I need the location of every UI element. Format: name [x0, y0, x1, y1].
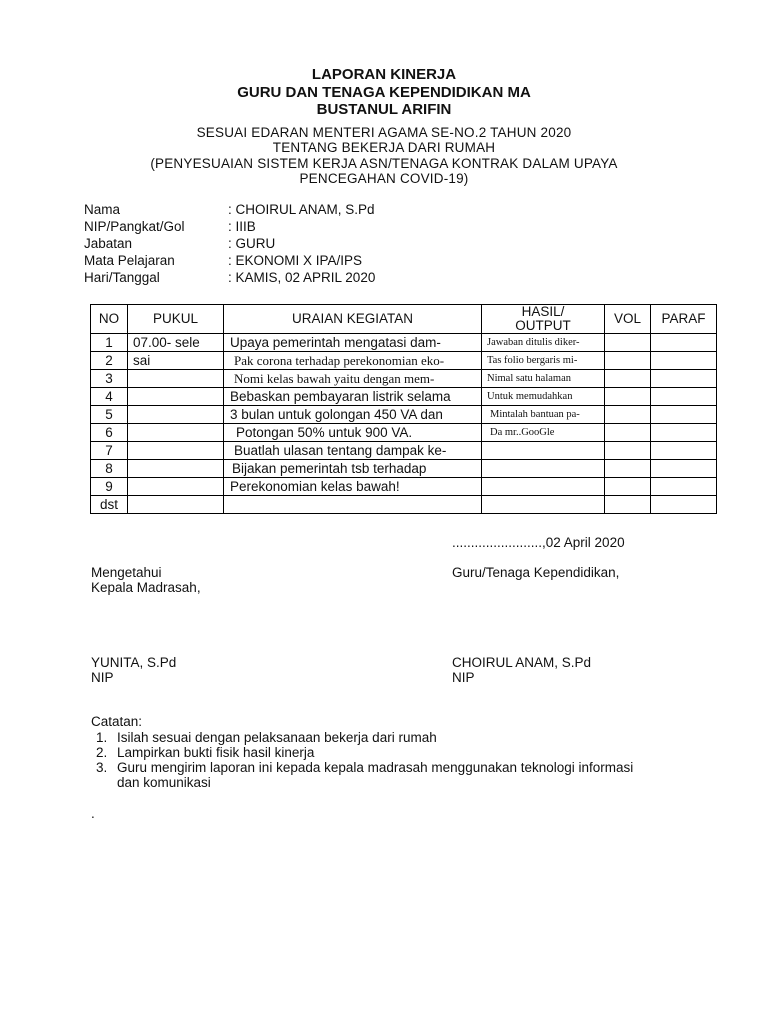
cell-paraf — [651, 388, 717, 406]
identity-label-mapel: Mata Pelajaran — [84, 253, 175, 268]
table-row — [91, 388, 717, 406]
header-pukul: PUKUL — [128, 305, 224, 334]
cell-vol — [605, 442, 651, 460]
cell-no: dst — [91, 496, 128, 514]
cell-uraian: Potongan 50% untuk 900 VA. — [224, 424, 482, 442]
cell-vol — [605, 424, 651, 442]
cell-hasil: Da mr..GooGle — [482, 424, 605, 442]
cell-no: 1 — [91, 334, 128, 352]
cell-pukul — [128, 460, 224, 478]
cell-uraian: Pak corona terhadap perekonomian eko- — [224, 352, 482, 370]
cell-uraian — [224, 496, 482, 514]
table-row — [91, 478, 717, 496]
header-hasil-line-1: HASIL/ — [521, 304, 565, 319]
trailing-dot: . — [91, 806, 95, 821]
notes-item-number: 1. — [96, 730, 108, 745]
report-title: LAPORAN KINERJA — [311, 66, 457, 83]
cell-pukul — [128, 388, 224, 406]
header-hasil — [482, 305, 605, 334]
notes-item-text: Lampirkan bukti fisik hasil kinerja — [117, 745, 315, 760]
cell-paraf — [651, 352, 717, 370]
notes-item-text-continuation: dan komunikasi — [117, 775, 211, 790]
identity-label-jabatan: Jabatan — [84, 236, 133, 251]
cell-vol — [605, 460, 651, 478]
report-title-line-3: BUSTANUL ARIFIN — [316, 101, 452, 118]
header-uraian: URAIAN KEGIATAN — [224, 305, 482, 334]
cell-vol — [605, 496, 651, 514]
header-hasil-line-2: OUTPUT — [515, 318, 571, 333]
identity-value-tanggal: : KAMIS, 02 APRIL 2020 — [228, 270, 376, 285]
cell-uraian: Buatlah ulasan tentang dampak ke- — [224, 442, 482, 460]
cell-paraf — [651, 406, 717, 424]
cell-hasil — [482, 496, 605, 514]
cell-hasil — [482, 460, 605, 478]
cell-pukul — [128, 442, 224, 460]
table-row — [91, 424, 717, 442]
cell-no: 7 — [91, 442, 128, 460]
cell-uraian: Upaya pemerintah mengatasi dam- — [224, 334, 482, 352]
identity-label-tanggal: Hari/Tanggal — [84, 270, 160, 285]
cell-uraian: Bebaskan pembayaran listrik selama — [224, 388, 482, 406]
cell-vol — [605, 478, 651, 496]
cell-hasil — [482, 442, 605, 460]
cell-vol — [605, 370, 651, 388]
signature-date: ........................,02 April 2020 — [452, 535, 625, 550]
cell-pukul: 07.00- sele — [128, 334, 224, 352]
table-row — [91, 460, 717, 478]
cell-paraf — [651, 370, 717, 388]
identity-value-nip: : IIIB — [228, 219, 256, 234]
table-row — [91, 352, 717, 370]
cell-vol — [605, 388, 651, 406]
cell-no: 3 — [91, 370, 128, 388]
cell-paraf — [651, 424, 717, 442]
cell-no: 6 — [91, 424, 128, 442]
cell-no: 4 — [91, 388, 128, 406]
cell-uraian: Perekonomian kelas bawah! — [224, 478, 482, 496]
header-paraf: PARAF — [651, 305, 717, 334]
cell-hasil — [482, 478, 605, 496]
activity-table — [90, 304, 717, 514]
identity-value-jabatan: : GURU — [228, 236, 276, 251]
signature-left-line-2: Kepala Madrasah, — [91, 580, 201, 595]
cell-pukul — [128, 478, 224, 496]
subtitle-line-2: TENTANG BEKERJA DARI RUMAH — [272, 140, 496, 155]
table-row — [91, 370, 717, 388]
cell-vol — [605, 352, 651, 370]
notes-item-number: 3. — [96, 760, 108, 775]
cell-hasil: Jawaban ditulis diker- — [482, 334, 605, 352]
table-row — [91, 334, 717, 352]
notes-item-text: Guru mengirim laporan ini kepada kepala madrasah menggunakan teknologi informasi — [117, 760, 634, 775]
cell-no: 5 — [91, 406, 128, 424]
identity-value-nama: : CHOIRUL ANAM, S.Pd — [228, 202, 375, 217]
signature-right-name: CHOIRUL ANAM, S.Pd — [452, 655, 592, 670]
cell-hasil: Tas folio bergaris mi- — [482, 352, 605, 370]
cell-paraf — [651, 334, 717, 352]
identity-value-mapel: : EKONOMI X IPA/IPS — [228, 253, 363, 268]
subtitle-line-3: (PENYESUAIAN SISTEM KERJA ASN/TENAGA KONTRAK DALAM UPAYA — [150, 156, 618, 171]
cell-pukul — [128, 406, 224, 424]
subtitle-line-4: PENCEGAHAN COVID-19) — [299, 171, 469, 186]
cell-hasil: Mintalah bantuan pa- — [482, 406, 605, 424]
cell-paraf — [651, 460, 717, 478]
report-title-line-2: GURU DAN TENAGA KEPENDIDIKAN MA — [237, 84, 531, 101]
signature-right-nip: NIP — [452, 670, 475, 685]
identity-label-nip: NIP/Pangkat/Gol — [84, 219, 185, 234]
signature-left-nip: NIP — [91, 670, 114, 685]
header-no: NO — [91, 305, 128, 334]
cell-pukul — [128, 370, 224, 388]
table-row — [91, 442, 717, 460]
cell-hasil: Untuk memudahkan — [482, 388, 605, 406]
table-row — [91, 406, 717, 424]
cell-no: 9 — [91, 478, 128, 496]
notes-item-text: Isilah sesuai dengan pelaksanaan bekerja dari rumah — [117, 730, 437, 745]
cell-uraian: Nomi kelas bawah yaitu dengan mem- — [224, 370, 482, 388]
subtitle-line-1: SESUAI EDARAN MENTERI AGAMA SE-NO.2 TAHUN 2020 — [196, 125, 572, 140]
cell-pukul — [128, 496, 224, 514]
table-row — [91, 496, 717, 514]
cell-hasil: Nimal satu halaman — [482, 370, 605, 388]
cell-pukul: sai — [128, 352, 224, 370]
cell-uraian: Bijakan pemerintah tsb terhadap — [224, 460, 482, 478]
cell-uraian: 3 bulan untuk golongan 450 VA dan — [224, 406, 482, 424]
cell-paraf — [651, 442, 717, 460]
notes-item-number: 2. — [96, 745, 108, 760]
cell-no: 8 — [91, 460, 128, 478]
signature-left-name: YUNITA, S.Pd — [91, 655, 177, 670]
cell-vol — [605, 334, 651, 352]
cell-paraf — [651, 496, 717, 514]
cell-no: 2 — [91, 352, 128, 370]
cell-pukul — [128, 424, 224, 442]
cell-vol — [605, 406, 651, 424]
table-header-row — [91, 305, 717, 334]
signature-right-line-1: Guru/Tenaga Kependidikan, — [452, 565, 620, 580]
identity-label-nama: Nama — [84, 202, 121, 217]
cell-paraf — [651, 478, 717, 496]
signature-left-line-1: Mengetahui — [91, 565, 162, 580]
notes-heading: Catatan: — [91, 714, 143, 729]
header-vol: VOL — [605, 305, 651, 334]
